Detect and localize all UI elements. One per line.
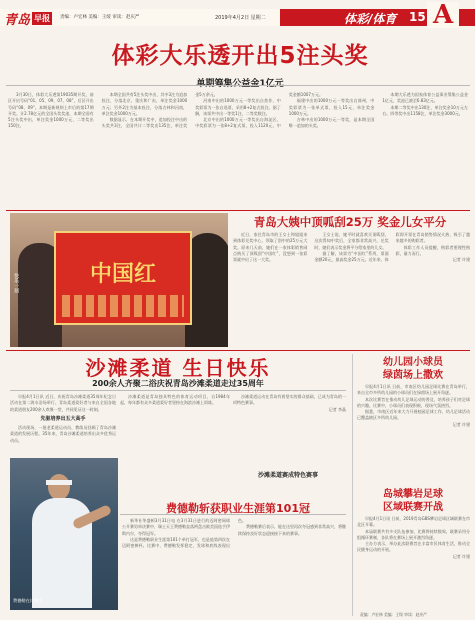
- lottery-ticket-title: 中国红: [89, 261, 156, 287]
- shanao-col-3: [233, 394, 346, 468]
- federer-paragraph: 费德勒赛后表示，能在这里再次夺冠感到非常高兴，将继续保持良好状态迎接接下来的赛事。: [238, 524, 346, 536]
- aunt-photo: [10, 213, 228, 347]
- shanao-paragraph: 沙滩柔道运动在青岛有着坚实的群众基础，已成为青岛的一项特色赛事。: [233, 394, 346, 406]
- masthead-section: 体彩/体育: [344, 12, 397, 26]
- aunt-top-rule: [6, 210, 470, 211]
- shanao-subheadline: 200余人齐聚二浴庆祝青岛沙滩柔道走过35周年: [92, 379, 264, 388]
- federer-photo-headband: [46, 480, 72, 485]
- lottery-sub-rule: [6, 85, 470, 86]
- federer-headline-rule: [120, 514, 346, 515]
- lottery-paragraph: 数据显示，在本期开奖中，追加投注中出的头奖共3注，全国共计二等奖出135注，单注奖金5万余元。: [101, 92, 218, 129]
- dao-headline: 岛城攀岩足球 区域联赛开战: [383, 489, 443, 513]
- lottery-paragraph: 北京中出的1000万元一等奖出自海淀区，中奖彩票为一张8+2复式票，投入1120元，中奖金额1007万元。: [195, 92, 323, 129]
- aunt-bottom-rule: [6, 350, 470, 351]
- aunt-paragraph: 据了解，该票为“中国红”系列，票面金额20元，最高奖金25万元。近年来，体彩即开票在青岛销售情况火热，吸引了越来越多的购彩者。: [314, 232, 470, 263]
- lottery-paragraph: 福建中出的1000万元一等奖出自漳州，中奖彩票为一张单式票，投入15元，单注奖金1000万元。: [288, 98, 375, 116]
- lottery-headline: 体彩大乐透开出5注头奖: [111, 43, 369, 69]
- dao-paragraph: 早报4月1日讯 日前，2019青岛GBS攀岩足球区域联赛在市北区开幕。: [357, 516, 470, 528]
- right-column-divider: [352, 354, 353, 616]
- aunt-photo-caption-text: 快乐一刻: [13, 273, 19, 293]
- kids-headline: 幼儿园小球员 绿茵场上撒欢: [383, 357, 443, 381]
- dao-body: [357, 516, 470, 612]
- lottery-ticket-pattern: [62, 295, 184, 317]
- shanao-byline: 记者 李晶: [328, 406, 346, 412]
- lottery-paragraph: 河南中出的1000万元一等奖出自焦作，中奖彩票为一张自选票，采用8+2复式投注。据了解，该票共中出一等奖1注，二等奖数注。: [195, 98, 281, 116]
- federer-paragraph: 新华社华盛顿3月31日电 在3月31日进行的迈阿密网球公开赛男单决赛中，瑞士天王费德勒直落两盘击败美国选手伊斯内尔，夺得冠军。: [122, 518, 230, 536]
- masthead-logo: [4, 8, 52, 28]
- aunt-paragraph: 近日，家住青岛市的王女士和姐姐来到体彩兑奖中心，领取了刮中的25万元大奖。原来几天前，她们在一家体彩销售网点购买了顶呱刮“中国红”，没想到一张彩票就中出了这一大奖。: [233, 232, 308, 263]
- lottery-paragraph: 3月30日，体彩大乐透第19035期开奖，前区开出号码“01、05、09、07、08”，后区开出号码“08、09”。本期是新规则上市后的第17期开奖。计2.78亿元的全国头奖奖池，本期全国有5注头奖中出，单注奖金1000万元，二等奖出150注。: [8, 92, 94, 129]
- shanao-paragraph: 沙滩柔道是青岛独具特色的体育运动项目，自1984年起，每年都有众多柔道爱好者坚持在海滨沙滩上训练。: [120, 394, 230, 406]
- lottery-subheadline-text: 单期筹集公益金1亿元: [196, 79, 284, 89]
- dao-paragraph: 本届联赛共有多支队伍参加，比赛将持续数周。联赛采用分组循环赛制，各队将在赛场上展开激烈角逐。: [357, 528, 470, 540]
- dao-paragraph: 主办方表示，举办此次联赛旨在丰富市民体育生活，推动全民健身运动的开展。: [357, 541, 470, 553]
- lottery-body: [8, 92, 468, 204]
- shanao-paragraph: 早报4月1日讯 近日，庆祝青岛沙滩柔道35周年纪念日活动在第二海水浴场举行。青岛柔道爱好者与来自全国各地的柔道朋友200余人欢聚一堂，共同见证这一时刻。: [10, 394, 116, 412]
- lottery-paragraph: 本期二等奖中出130注，单注奖金10万元左右。四等奖中出1158注，单注奖金3000元。: [382, 104, 468, 116]
- shanao-section-title: 先驱培养出五大高手: [40, 415, 86, 422]
- aunt-photo-caption: [10, 273, 20, 293]
- aunt-headline: 青岛大姨中顶呱刮25万 奖金儿女平分: [253, 215, 447, 229]
- lottery-paragraph: 本期全国共有5注头奖中出，其中3注为追加投注，分落北京、重庆和广东，单注奖金1000万元；另外2注为基本投注，分落吉林和河南，单注奖金1000万元。: [101, 92, 188, 116]
- shanao-section-title-2: 沙滩柔道赛成特色赛事: [257, 472, 318, 479]
- kids-paragraph: 本次比赛旨在推动幼儿足球运动的普及，培养孩子们对足球的兴趣。比赛中，小球员们表现积极，现场气氛热烈。: [357, 396, 470, 408]
- masthead: [0, 0, 475, 40]
- aunt-byline: 记者 许建: [452, 257, 470, 263]
- federer-paragraph: 这是费德勒职业生涯第101个单打冠军，也是他第四次在迈阿密捧杯。比赛中，费德勒发挥稳定，发球和底线表现出色。: [122, 518, 246, 549]
- lottery-paragraph: 吉林中出的1000万元一等奖，是本期全国唯一追加的头奖。: [288, 117, 375, 129]
- federer-photo-head: [48, 474, 70, 500]
- masthead-logo-box: 早报: [34, 13, 51, 23]
- shanao-headline: 沙滩柔道 生日快乐: [85, 356, 271, 380]
- aunt-paragraph: 体彩工作人员提醒，购彩者要理性购彩，量力而行。: [395, 244, 470, 256]
- footer-editors: 责编：卢宏林 美编：王绥 审读：赵庆严: [360, 612, 427, 617]
- kids-paragraph: 早报4月1日讯 日前，市南区幼儿园足球比赛在青岛举行，来自全市多所幼儿园的小球员们在绿茵场上展开角逐。: [357, 384, 470, 396]
- kids-body: [357, 384, 470, 486]
- masthead-page-letter: A: [427, 2, 459, 28]
- federer-photo-caption: 费德勒在比赛中: [13, 598, 43, 603]
- dao-byline: 记者 许建: [452, 553, 470, 559]
- masthead-editors: 责编：卢宏林 美编：王绥 审读：赵庆严: [60, 15, 140, 20]
- masthead-page-number: 15: [409, 10, 426, 24]
- shanao-col-2: [120, 394, 230, 504]
- kids-byline: 记者 许建: [452, 421, 470, 427]
- federer-headline: 费德勒斩获职业生涯第101冠: [166, 502, 310, 515]
- aunt-paragraph: 王女士说，她平时就喜欢买顶呱刮，这次得知中奖后，全家都非常高兴。兑奖时，她们表示奖金将平分给家里的儿女。: [314, 232, 389, 250]
- masthead-date: 2019年4月2日 星期二: [215, 15, 266, 21]
- federer-photo: [10, 458, 118, 610]
- lottery-subheadline: [40, 71, 440, 90]
- lottery-ticket-image: [54, 231, 192, 325]
- shanao-paragraph: 活动现场，一批老柔道运动员、教练员回顾了青岛沙滩柔道的发展历程。35年来，青岛沙滩柔道培养出众多优秀运动员。: [10, 425, 116, 443]
- lottery-paragraph: 本期大乐透为国家体育公益事业筹集公益金1亿元，奖池已滚至6.83亿元。: [382, 92, 468, 104]
- federer-body: [122, 518, 346, 616]
- masthead-logo-main: 青岛: [4, 12, 31, 28]
- shanao-sub-rule: [10, 390, 346, 391]
- aunt-body: [233, 232, 470, 344]
- kids-paragraph: 据悉，市南区近年来大力开展校园足球工作，幼儿足球活动已覆盖辖区多所幼儿园。: [357, 409, 470, 421]
